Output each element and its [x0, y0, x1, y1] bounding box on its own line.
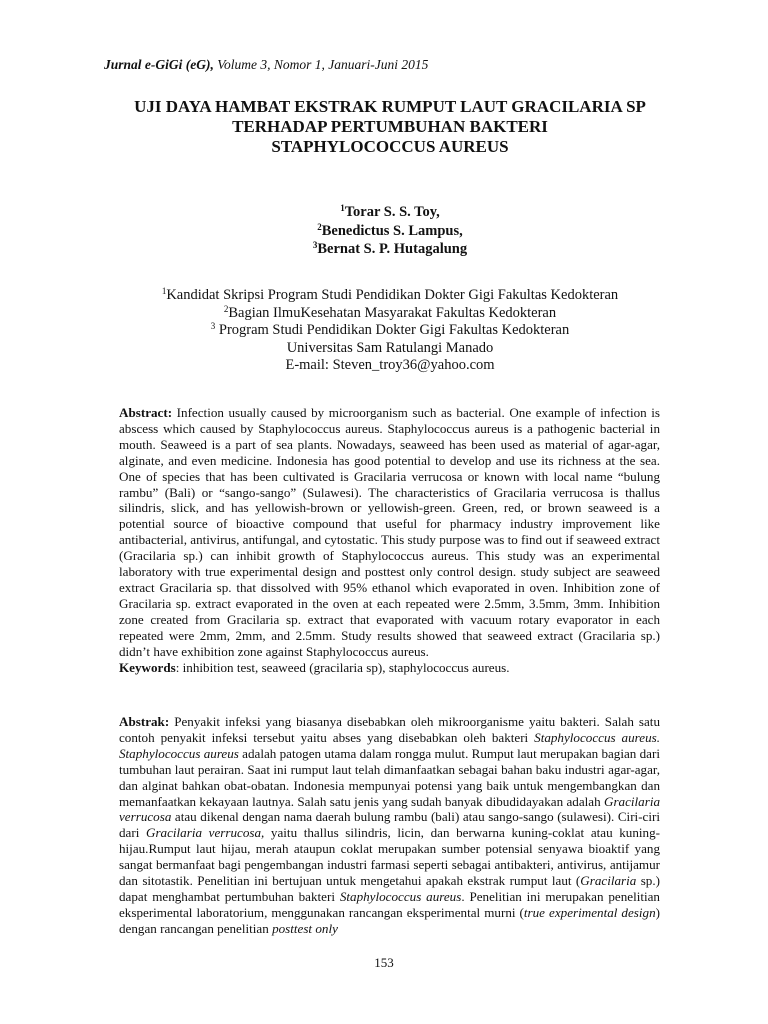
affiliation-3-sup: 3 — [210, 321, 216, 331]
abstract-indonesian — [119, 714, 660, 937]
abstract-id-italic-4: Gracilaria — [580, 873, 637, 889]
affiliation-1-sup: 1 — [161, 286, 167, 296]
journal-issue: Volume 3, Nomor 1, Januari-Juni 2015 — [213, 57, 429, 72]
author-3-name: Bernat S. P. Hutagalung — [317, 241, 468, 257]
page-number: 153 — [374, 955, 394, 970]
university-line: Universitas Sam Ratulangi Manado — [286, 339, 494, 356]
abstract-id-text-2: adalah patogen utama dalam rongga mulut. Rumput laut merupakan bagian dari tumbuhan laut perairan. Saat ini rumput laut telah dimanfaatkan sebagai bahan baku industri agar-agar, dan alginat bahkan obat-obatan. Indonesia mempunyai potensi yang baik untuk mengembangkan dan memanfaatkan kekayaan lautnya. Salah satu jenis yang sudah banyak dibudidayakan adalah — [119, 745, 660, 809]
abstract-id-italic-1: Staphylococcus aureus. Staphylococcus aureus — [119, 729, 660, 761]
author-2-name: Benedictus S. Lampus, — [321, 222, 463, 239]
title-line-3: STAPHYLOCOCCUS AUREUS — [271, 137, 509, 156]
abstract-id-text-7: ) dengan rancangan penelitian — [119, 904, 660, 936]
abstract-id-text-4: yaitu thallus silindris, licin, dan berwarna kuning-coklat atau kuning-hijau.Rumput laut hijau, merah ataupun coklat merupakan sumber potensial senyawa bioaktif yang sangat bermanfaat bagi pengembangan industri farmasi seperti sebagai antibakteri, antivirus, antijamur dan sitotastik. Penelitian ini bertujuan untuk mengetahui apakah ekstrak rumput laut ( — [119, 825, 660, 889]
author-1-name: Torar S. S. Toy, — [344, 204, 440, 220]
abstract-id-text-5: sp.) dapat menghambat pertumbuhan bakteri — [119, 873, 660, 904]
abstract-en-label: Abstract: — [119, 405, 173, 420]
abstract-en-text: Infection usually caused by microorganism such as bacterial. One example of infection is abscess which caused by Staphylococcus aureus. Staphylococcus aureus is a pathogenic bacterial in mouth. Seaweed is a part of sea plants. Nowadays, seaweed has been used as material of agar-agar, alginate, and even medicine. Indonesia has good potential to develop and use its richness at the sea. One of species that has been cultivated is Gracilaria verrucosa or known with local name “bulung rambu” (Bali) or “sango-sango” (Sulawesi). The characteristics of Gracilaria verrucosa is thallus silindris, slick, and has yellowish-brown or yellowish-green. Green, red, or brown seaweed is a potential source of bioactive compound that useful for pharmacy industry improvement like antibacterial, antivirus, antifungal, and cytostatic. This study purpose was to find out if seaweed extract (Gracilaria sp.) can inhibit growth of Staphylococcus aureus. This study was an experimental laboratory with true experimental design and posttest only control design. study subject are seaweed extract Gracilaria sp. that dissolved with 95% ethanol which evaporated in oven. Inhibition zone of Gracilaria sp. extract evaporated in the oven at each repeated were 2.5mm, 3.5mm, 3mm. Inhibition zone created from Gracilaria sp. extract that evaporated with vacuum rotary evaporator in each repeated were 2mm, 2mm, and 2.5mm. Study results showed that seaweed extract (Gracilaria sp.) didn’t have exhibition zone against Staphylococcus aureus. — [119, 405, 660, 659]
abstract-id-italic-6: true experimental design — [523, 904, 656, 920]
affiliation-3-text: Program Studi Pendidikan Dokter Gigi Fakultas Kedokteran — [215, 322, 570, 338]
keywords-line — [119, 660, 660, 676]
abstract-id-italic-5: Staphylococcus aureus — [339, 888, 462, 904]
affiliation-3 — [100, 322, 680, 340]
keywords-text: : inhibition test, seaweed (gracilaria sp), staphylococcus aureus. — [175, 659, 510, 675]
author-1 — [150, 203, 630, 222]
author-3-sup: 3 — [312, 240, 318, 250]
abstract-id-italic-7: posttest only — [272, 920, 338, 936]
author-list — [150, 203, 630, 259]
affiliation-1-text: Kandidat Skripsi Program Studi Pendidikan Dokter Gigi Fakultas Kedokteran — [166, 287, 619, 303]
journal-header — [104, 57, 428, 73]
title-line-1: UJI DAYA HAMBAT EKSTRAK RUMPUT LAUT GRACILARIA SP — [134, 97, 646, 116]
affiliation-2-text: Bagian IlmuKesehatan Masyarakat Fakultas Kedokteran — [228, 304, 557, 321]
abstract-id-text-6: . Penelitian ini merupakan penelitian eksperimental laboratorium, menggunakan rancangan eksperimental murni ( — [119, 888, 660, 920]
abstract-en-paragraph — [119, 405, 660, 660]
affiliation-block — [100, 287, 680, 375]
affiliation-2 — [100, 305, 680, 323]
author-1-sup: 1 — [340, 203, 345, 213]
title-line-2: TERHADAP PERTUMBUHAN BAKTERI — [232, 117, 548, 136]
affiliation-1 — [100, 287, 680, 305]
email-line: E-mail: Steven_troy36@yahoo.com — [285, 357, 495, 373]
author-2 — [150, 222, 630, 241]
abstract-id-text-1: Penyakit infeksi yang biasanya disebabkan oleh mikroorganisme yaitu bakteri. Salah satu contoh penyakit infeksi tersebut yaitu abses yang disebabkan oleh bakteri — [119, 714, 660, 745]
abstract-id-italic-2: Gracilaria verrucosa — [119, 793, 660, 825]
abstract-id-italic-3: Gracilaria verrucosa, — [146, 825, 265, 841]
journal-name: Jurnal e-GiGi (eG), — [104, 57, 214, 72]
abstract-id-text-3: atau dikenal dengan nama daerah bulung rambu (bali) atau sango-sango (sulawesi). Ciri-ciri dari — [119, 809, 660, 841]
keywords-label: Keywords — [119, 659, 176, 675]
paper-title — [80, 97, 700, 157]
author-3 — [150, 240, 630, 259]
abstract-english — [119, 405, 660, 675]
author-2-sup: 2 — [317, 221, 322, 232]
abstract-id-label: Abstrak: — [119, 714, 170, 729]
affiliation-2-sup: 2 — [223, 303, 229, 314]
abstract-id-paragraph — [119, 714, 660, 937]
